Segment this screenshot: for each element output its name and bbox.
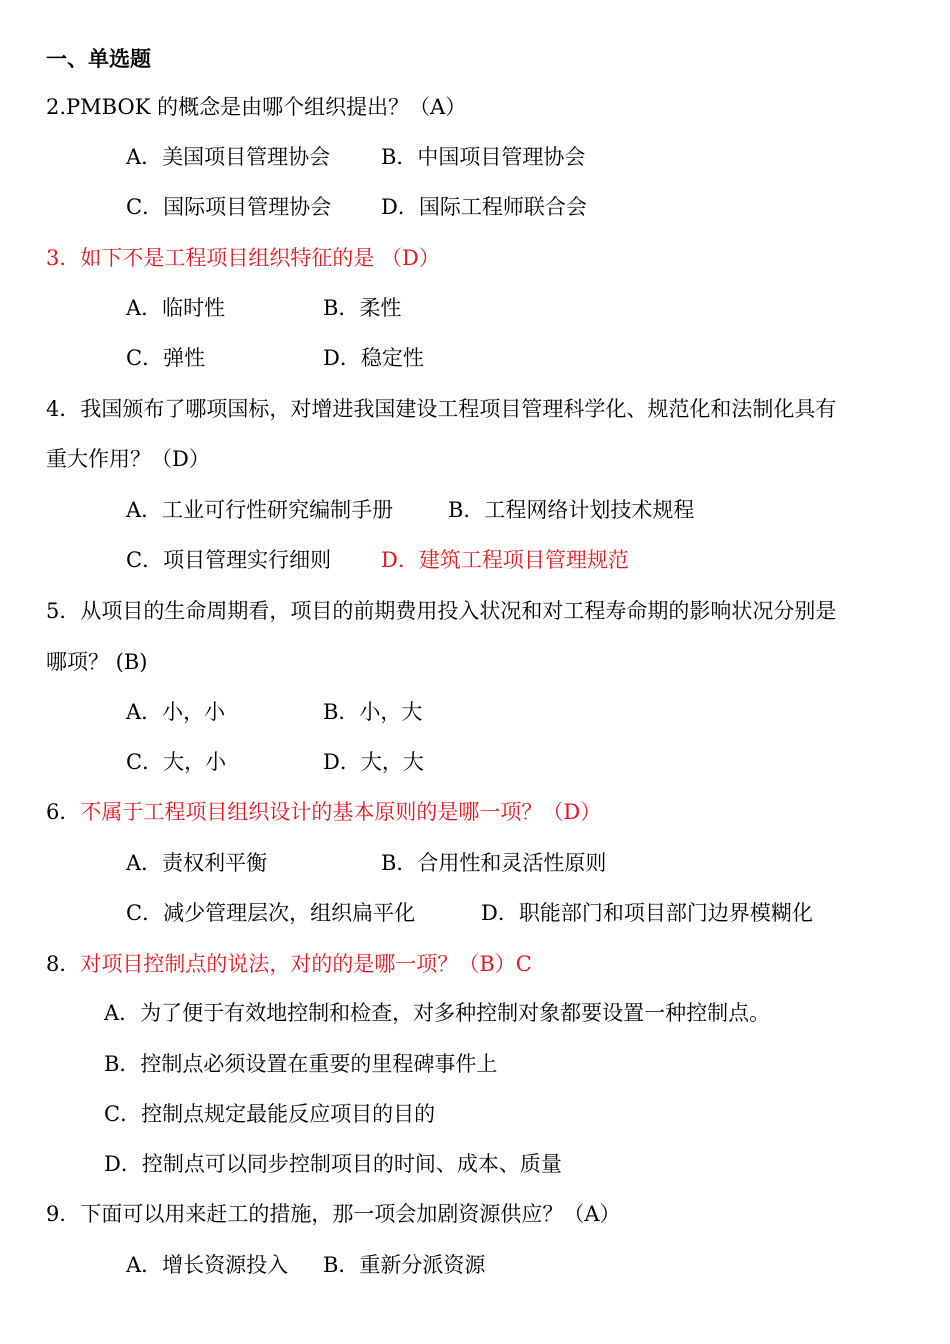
question-5-option-d: D．大，大 xyxy=(323,750,424,774)
question-5-stem-line-1: 5．从项目的生命周期看，项目的前期费用投入状况和对工程寿命期的影响状况分别是 xyxy=(46,599,837,623)
question-4-stem-line-1: 4．我国颁布了哪项国标，对增进我国建设工程项目管理科学化、规范化和法制化具有 xyxy=(46,397,837,421)
question-2-option-c: C．国际项目管理协会 xyxy=(126,195,332,219)
question-2-stem: 2.PMBOK 的概念是由哪个组织提出？（A） xyxy=(46,95,467,119)
question-6-number: 6． xyxy=(46,800,81,824)
question-6-option-c: C．减少管理层次，组织扁平化 xyxy=(126,901,416,925)
question-8-option-b: B．控制点必须设置在重要的里程碑事件上 xyxy=(104,1052,498,1076)
question-9-option-b: B．重新分派资源 xyxy=(323,1253,486,1277)
question-3-option-a: A．临时性 xyxy=(126,296,226,320)
question-6-option-b: B．合用性和灵活性原则 xyxy=(381,851,607,875)
question-9-stem: 9．下面可以用来赶工的措施，那一项会加剧资源供应？（A） xyxy=(46,1202,621,1226)
question-5-option-c: C．大，小 xyxy=(126,750,227,774)
question-6-option-a: A．责权利平衡 xyxy=(126,851,268,875)
question-8-text: 对项目控制点的说法，对的的是哪一项？（B）C xyxy=(80,952,532,976)
question-2-option-d: D．国际工程师联合会 xyxy=(381,195,587,219)
question-3-stem: 3．如下不是工程项目组织特征的是 （D） xyxy=(46,246,440,270)
question-6-stem xyxy=(46,798,601,826)
question-4-option-b: B．工程网络计划技术规程 xyxy=(448,498,695,522)
question-8-option-a: A．为了便于有效地控制和检查，对多种控制对象都要设置一种控制点。 xyxy=(104,1001,771,1025)
question-8-option-c: C．控制点规定最能反应项目的目的 xyxy=(104,1102,436,1126)
question-9-option-a: A．增长资源投入 xyxy=(126,1253,289,1277)
question-4-stem-line-2: 重大作用？（D） xyxy=(46,447,210,471)
question-6-text: 不属于工程项目组织设计的基本原则的是哪一项？（D） xyxy=(80,800,602,824)
question-3-option-c: C．弹性 xyxy=(126,346,206,370)
question-8-stem xyxy=(46,950,532,978)
section-title: 一、单选题 xyxy=(46,46,151,71)
question-4-option-a: A．工业可行性研究编制手册 xyxy=(126,498,394,522)
question-4-option-d: D．建筑工程项目管理规范 xyxy=(381,548,629,572)
question-8-option-d: D．控制点可以同步控制项目的时间、成本、质量 xyxy=(104,1152,562,1176)
question-2-option-b: B．中国项目管理协会 xyxy=(381,145,586,169)
question-5-option-a: A．小，小 xyxy=(126,700,226,724)
question-5-stem-line-2: 哪项？ (B) xyxy=(46,650,148,674)
question-3-option-d: D．稳定性 xyxy=(323,346,424,370)
question-6-option-d: D．职能部门和项目部门边界模糊化 xyxy=(481,901,813,925)
question-8-number: 8． xyxy=(46,952,81,976)
question-5-option-b: B．小，大 xyxy=(323,700,423,724)
question-4-option-c: C．项目管理实行细则 xyxy=(126,548,332,572)
question-2-option-a: A．美国项目管理协会 xyxy=(126,145,331,169)
question-3-option-b: B．柔性 xyxy=(323,296,402,320)
